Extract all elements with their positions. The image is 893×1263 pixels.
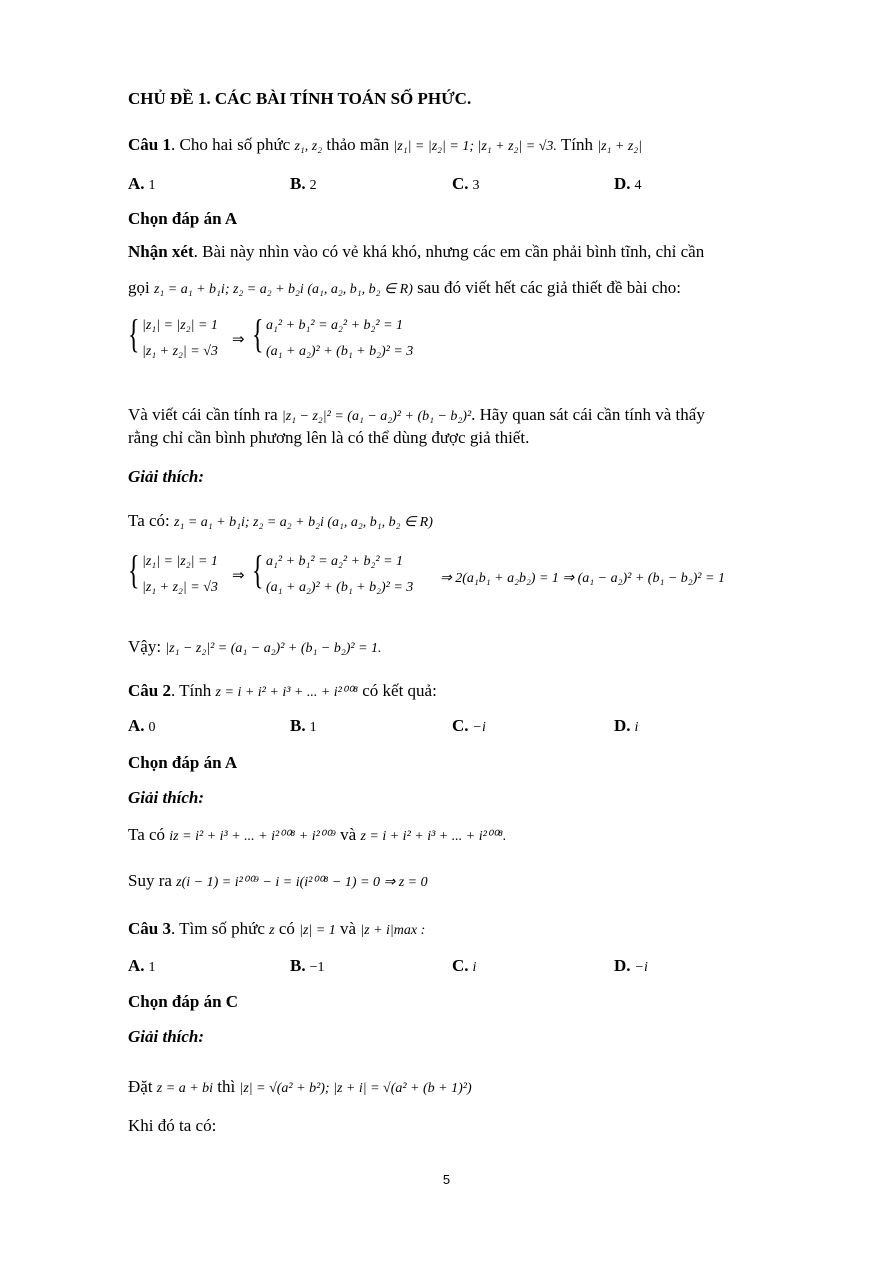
option-value: 2 (309, 178, 317, 193)
left-brace: { (128, 547, 140, 592)
option-label: D. (614, 956, 631, 975)
option-value: 3 (472, 178, 480, 193)
q1-option-a (128, 174, 156, 194)
question-3-text: . Tìm số phức (170, 919, 270, 938)
left-brace: { (252, 547, 264, 592)
math-expression: z₁ = a₁ + b₁i; z₂ = a₂ + b₂i (a₁, a₂, b₁, b₂ ∈ R) (174, 515, 433, 530)
option-label: A. (128, 716, 145, 735)
option-value: −i (634, 960, 648, 975)
calc-text: . Hãy quan sát cái cần tính và thấy (471, 405, 705, 424)
q2-suyra (128, 870, 428, 894)
equation: ⇒ 2(a₁b₁ + a₂b₂) = 1 ⇒ (a₁ − a₂)² + (b₁ − b₂)² = 1 (440, 571, 725, 586)
math-expression: |z₁ − z₂|² = (a₁ − a₂)² + (b₁ − b₂)² (281, 409, 472, 424)
option-label: A. (128, 956, 145, 975)
q1-option-c (452, 174, 480, 194)
q3-option-a (128, 956, 156, 976)
q2-answer: Chọn đáp án A (128, 753, 238, 772)
equation: |z₁| = |z₂| = 1 (142, 554, 218, 569)
math-expression: |z₁ + z₂| (597, 139, 642, 154)
q1-option-d (614, 174, 642, 194)
q2-option-c (452, 716, 486, 736)
question-1-text: Tính (556, 135, 598, 154)
option-label: B. (290, 956, 306, 975)
question-2 (128, 680, 437, 704)
q3-option-d (614, 956, 648, 976)
remark-text: . Bài này nhìn vào có vẻ khá khó, nhưng các em cần phải bình tĩnh, chỉ cần (193, 242, 705, 261)
math-expression: |z| = √(a² + b²); |z + i| = √(a² + (b + 1)²) (239, 1081, 472, 1096)
left-brace: { (252, 311, 264, 356)
q2-explain-heading: Giải thích: (128, 788, 205, 807)
option-value: −1 (309, 960, 325, 975)
math-expression: z = i + i² + i³ + ... + i²⁰⁰⁸ (215, 685, 358, 700)
equation: |z₁ + z₂| = √3 (142, 344, 218, 359)
remark-label: Nhận xét (128, 242, 194, 261)
option-value: 0 (148, 720, 156, 735)
dat-text: thì (213, 1077, 240, 1096)
q3-option-b (290, 956, 325, 976)
option-label: A. (128, 174, 145, 193)
q2-option-d (614, 716, 638, 736)
taco-text: Ta có (128, 825, 170, 844)
question-3-label: Câu 3 (128, 919, 171, 938)
question-1-text: thảo mãn (322, 135, 394, 154)
option-label: B. (290, 174, 306, 193)
q1-calc-line2: rằng chỉ cần bình phương lên là có thể dùng được giả thiết. (128, 428, 530, 447)
equation: (a₁ + a₂)² + (b₁ + b₂)² = 3 (266, 344, 414, 359)
q1-remark (128, 241, 704, 263)
q3-answer: Chọn đáp án C (128, 992, 239, 1011)
option-label: C. (452, 174, 469, 193)
vay-text: Vậy: (128, 637, 166, 656)
q3-explain-heading: Giải thích: (128, 1027, 205, 1046)
q1-option-b (290, 174, 317, 194)
math-expression: z₁, z₂ (294, 139, 323, 154)
q1-taco (128, 510, 433, 534)
q1-explain-heading: Giải thích: (128, 467, 205, 486)
question-3 (128, 918, 425, 942)
option-value: −i (472, 720, 486, 735)
option-label: C. (452, 716, 469, 735)
math-expression: z = i + i² + i³ + ... + i²⁰⁰⁸. (360, 829, 507, 844)
math-expression: |z₁ − z₂|² = (a₁ − a₂)² + (b₁ − b₂)² = 1. (165, 641, 382, 656)
implies-arrow: ⇒ (232, 568, 245, 584)
equation-system-2 (128, 548, 768, 608)
suyra-text: Suy ra (128, 871, 177, 890)
left-brace: { (128, 311, 140, 356)
option-value: i (472, 960, 477, 975)
option-label: D. (614, 174, 631, 193)
option-label: D. (614, 716, 631, 735)
option-label: C. (452, 956, 469, 975)
q1-calc (128, 404, 705, 428)
question-2-text: . Tính (170, 681, 216, 700)
implies-arrow: ⇒ (232, 332, 245, 348)
question-2-label: Câu 2 (128, 681, 171, 700)
q2-option-b (290, 716, 317, 736)
q1-answer: Chọn đáp án A (128, 209, 238, 228)
math-expression: |z + i|max : (360, 923, 426, 938)
page-number: 5 (442, 1172, 451, 1187)
math-expression: |z₁| = |z₂| = 1; |z₁ + z₂| = √3. (393, 139, 557, 154)
chapter-heading: CHỦ ĐỀ 1. CÁC BÀI TÍNH TOÁN SỐ PHỨC. (128, 89, 472, 108)
option-value: i (634, 720, 639, 735)
equation: (a₁ + a₂)² + (b₁ + b₂)² = 3 (266, 580, 414, 595)
taco-text: và (335, 825, 361, 844)
taco-text: Ta có: (128, 511, 175, 530)
equation: a₁² + b₁² = a₂² + b₂² = 1 (266, 318, 404, 333)
equation: |z₁ + z₂| = √3 (142, 580, 218, 595)
q2-option-a (128, 716, 156, 736)
question-1-label: Câu 1 (128, 135, 171, 154)
option-value: 1 (309, 720, 317, 735)
option-value: 1 (148, 178, 156, 193)
q3-khido: Khi đó ta có: (128, 1116, 217, 1135)
equation-system-1 (128, 312, 628, 372)
question-3-text: và (335, 919, 361, 938)
question-1 (128, 134, 642, 158)
math-expression: z (269, 923, 275, 938)
q2-taco (128, 824, 506, 848)
q1-conclusion (128, 636, 382, 660)
remark-text: sau đó viết hết các giả thiết đề bài cho: (412, 278, 681, 297)
math-expression: |z| = 1 (299, 923, 336, 938)
option-value: 1 (148, 960, 156, 975)
question-2-text: có kết quả: (357, 681, 437, 700)
calc-text: Và viết cái cần tính ra (128, 405, 282, 424)
remark-text: gọi (128, 278, 154, 297)
equation: a₁² + b₁² = a₂² + b₂² = 1 (266, 554, 404, 569)
math-expression: z₁ = a₁ + b₁i; z₂ = a₂ + b₂i (a₁, a₂, b₁, b₂ ∈ R) (153, 282, 413, 297)
math-expression: iz = i² + i³ + ... + i²⁰⁰⁸ + i²⁰⁰⁹ (169, 829, 336, 844)
equation: |z₁| = |z₂| = 1 (142, 318, 218, 333)
dat-text: Đặt (128, 1077, 157, 1096)
question-1-text: . Cho hai số phức (170, 135, 295, 154)
q3-option-c (452, 956, 476, 976)
q3-dat (128, 1076, 472, 1100)
math-expression: z(i − 1) = i²⁰⁰⁹ − i = i(i²⁰⁰⁸ − 1) = 0 ⇒ z = 0 (176, 875, 428, 890)
question-3-text: có (274, 919, 300, 938)
option-label: B. (290, 716, 306, 735)
q1-remark-line2 (128, 277, 681, 301)
math-expression: z = a + bi (156, 1081, 214, 1096)
option-value: 4 (634, 178, 642, 193)
